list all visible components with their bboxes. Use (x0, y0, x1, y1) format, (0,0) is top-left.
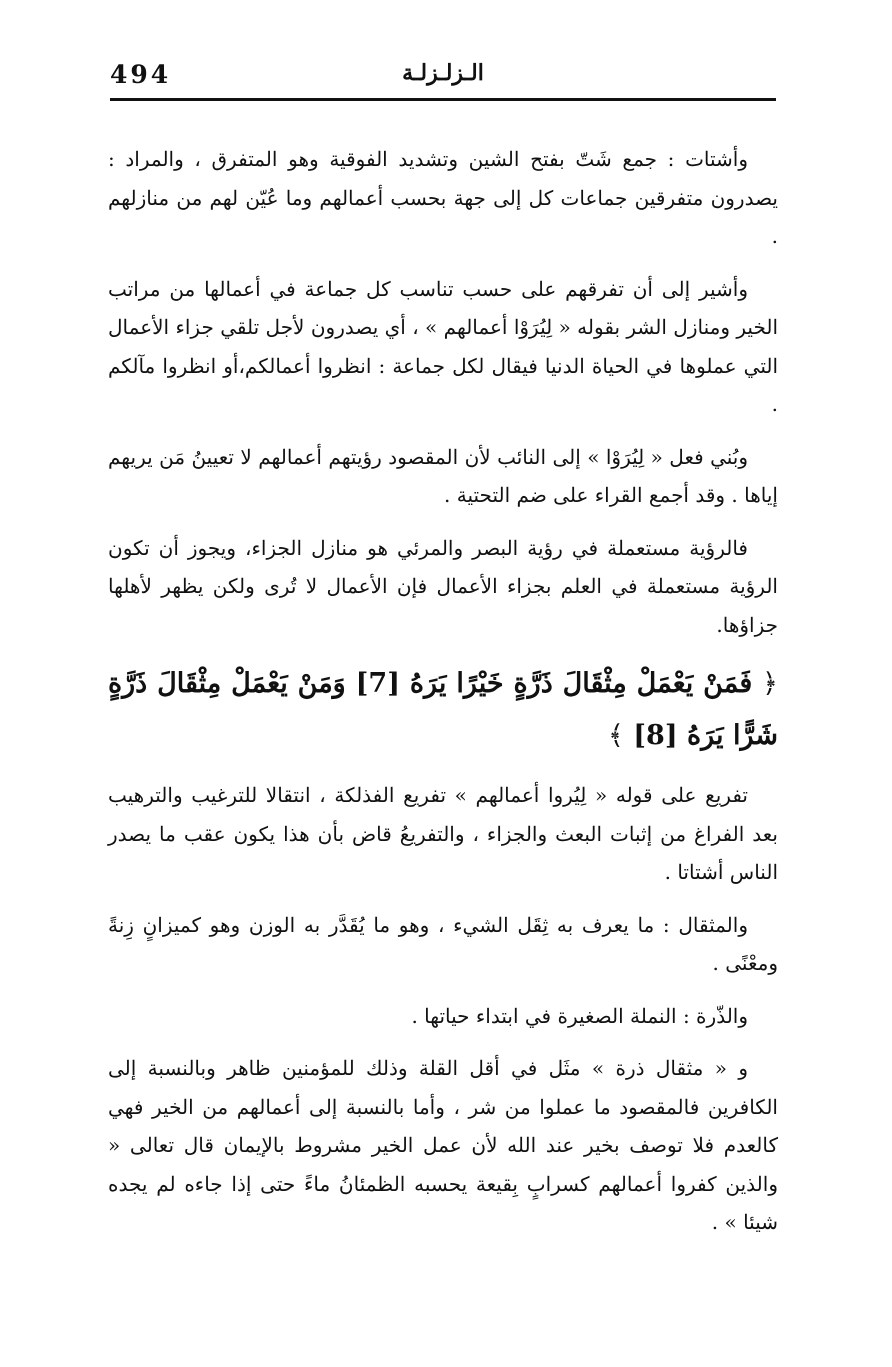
quran-verse (108, 658, 778, 762)
running-title: الـزلـزلـة (402, 60, 484, 86)
paragraph-mithqal: والمثقال : ما يعرف به ثِقَل الشيء ، وهو ما يُقَدَّر به الوزن وهو كميزانٍ زِنةً ومعْنًى . (108, 912, 778, 975)
header-rule (110, 98, 776, 101)
paragraph-tafarruq: وأشير إلى أن تفرقهم على حسب تناسب كل جماعة في أعمالها من مراتب الخير ومنازل الشر بقوله « لِيُرَوْا أعمالهم » ، أي يصدرون لأجل تلقي جزاء الأعمال التي عملوها في الحياة الدنيا فيقال لكل جماعة : انظروا أعمالكم،أو انظروا مآلكم . (108, 276, 778, 416)
main-text (108, 140, 778, 1256)
verse-open-bracket: ﴿ (762, 668, 778, 699)
paragraph-tafri: تفريع على قوله « لِيُروا أعمالهم » تفريع الفذلكة ، انتقالا للترغيب والترهيب بعد الفراغ من إثبات البعث والجزاء ، والتفريعُ قاض بأن هذا يكون عقب ما يصدر الناس أشتاتا . (108, 783, 778, 884)
verse-close-bracket: ﴾ (608, 720, 624, 751)
paragraph-passive-verb: وبُني فعل « لِيُرَوْا » إلى النائب لأن المقصود رؤيتهم أعمالهم لا تعيينُ مَن يريهم إياها . وقد أجمع القراء على ضم التحتية . (108, 444, 778, 507)
paragraph-ashtat: وأشتات : جمع شَتّ بفتح الشين وتشديد الفوقية وهو المتفرق ، والمراد : يصدرون متفرقين جماعات كل إلى جهة بحسب أعمالهم وما عُيّن لهم من منازلهم . (108, 147, 778, 248)
page-number: 494 (110, 60, 172, 89)
paragraph-ruya: فالرؤية مستعملة في رؤية البصر والمرئي هو منازل الجزاء، ويجوز أن تكون الرؤية مستعملة في العلم بجزاء الأعمال فإن الأعمال لا تُرى ولكن يظهر لأهلها جزاؤها. (108, 535, 778, 637)
page-header (110, 52, 776, 96)
paragraph-dharra: والذّرة : النملة الصغيرة في ابتداء حياتها . (411, 1003, 748, 1028)
verse-text: فَمَنْ يَعْمَلْ مِثْقَالَ ذَرَّةٍ خَيْرًا يَرَهُ [7] وَمَنْ يَعْمَلْ مِثْقَالَ ذَرَّةٍ شَرًّا يَرَهُ [8] (108, 668, 778, 751)
paragraph-mithqal-dharra: و « مثقال ذرة » مثَل في أقل القلة وذلك للمؤمنين ظاهر وبالنسبة إلى الكافرين فالمقصود ما عملوا من شر ، وأما بالنسبة إلى أعمالهم من الخير فهي كالعدم فلا توصف بخير عند الله لأن عمل الخير مشروط بالإيمان قال تعالى « والذين كفروا أعمالهم كسرابٍ بِقيعة يحسبه الظمئانُ ماءً حتى إذا جاءه لم يجده شيئا » . (108, 1056, 778, 1234)
